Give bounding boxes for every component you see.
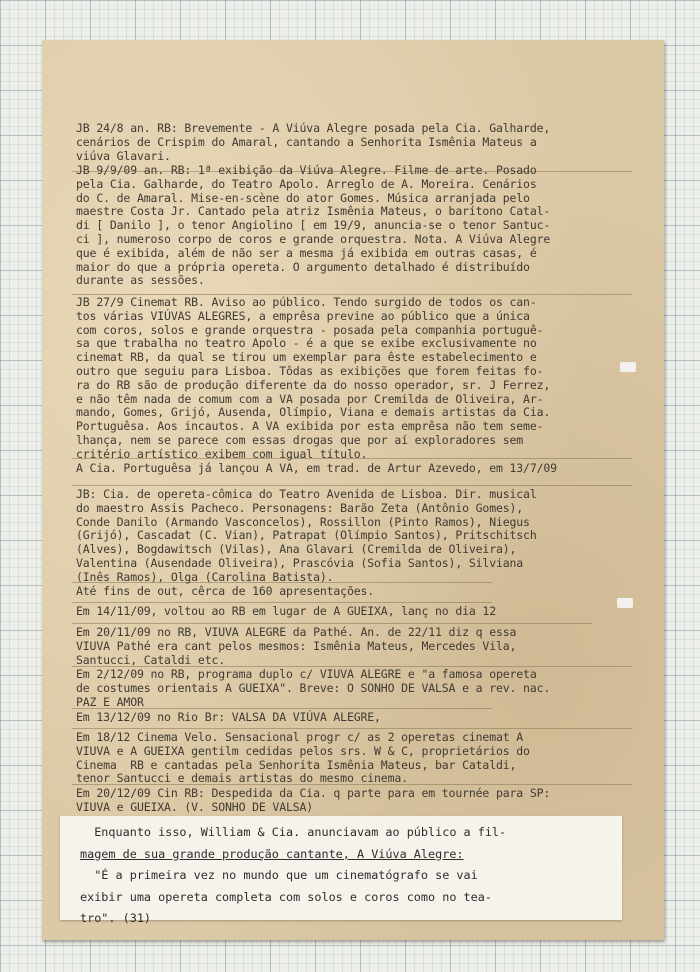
entry-cia-portuguesa: A Cia. Portuguêsa já lançou A VA, em trad. de Artur Azevedo, em 13/7/09 xyxy=(76,461,557,475)
divider xyxy=(72,602,492,603)
entry-em-20-11: Em 20/11/09 no RB, VIUVA ALEGRE da Pathé. An. de 22/11 diz q essa VIUVA Pathé era cant pelos mesmos: Ismênia Mateus, Mercedes Vila, Santucci, Cataldi etc. xyxy=(76,625,517,667)
paper-hole-mark xyxy=(617,598,633,608)
entry-jb-cia-opereta: JB: Cia. de opereta-cômica do Teatro Avenida de Lisboa. Dir. musical do maestro Assis Pacheco. Personagens: Barão Zeta (Antônio Gomes), Conde Danilo (Armando Vasconcelos), Rossillon (Pinto Ramos), Niegus (Grijó), Cascadat (C. Vian), Patrapat (Olímpio Santos), Pritschitsch (Alves), Bogdawitsch (Vilas), Ana Glavari (Cremilda de Oliveira), Valentina (Ausendade Oliveira), Prascóvia (Sofia Santos), Silviana (Inês Ramos), Olga (Carolina Batista). xyxy=(76,487,537,584)
paper-hole-mark xyxy=(620,362,636,372)
entry-em-2-12: Em 2/12/09 no RB, programa duplo c/ VIUVA ALEGRE e "a famosa opereta de costumes orientais A GUEIXA". Breve: O SONHO DE VALSA e a rev. nac. PAZ E AMOR xyxy=(76,667,551,709)
divider xyxy=(72,623,592,624)
entry-em-13-12: Em 13/12/09 no Rio Br: VALSA DA VIÚVA ALEGRE, xyxy=(76,710,381,724)
entry-jb-9-9-09: JB 9/9/09 an. RB: 1ª exibição da Viúva Alegre. Filme de arte. Posado pela Cia. Galharde, do Teatro Apolo. Arreglo de A. Moreira. Cenários do C. de Amaral. Mise-en-scène do ator Gomes. Música arranjada pelo maestre Costa Jr. Cantado pela atriz Ismênia Mateus, o barítono Catal- di [ Danilo ], o tenor Angiolino [ em 19/9, anuncia-se o tenor Santuc- ci ], numeroso corpo de coros e grande orquestra. Nota. A Viúva Alegre que é exibida, além de não ser a mesma já exibida em outras casas, é maior do que a própria opereta. O argumento detalhado é distribuído durante as sessões. xyxy=(76,163,551,288)
entry-em-20-12: Em 20/12/09 Cin RB: Despedida da Cia. q parte para em tournée para SP: VIUVA e GUEIXA. (V. SONHO DE VALSA) xyxy=(76,786,551,814)
divider xyxy=(72,485,632,486)
entry-em-18-12: Em 18/12 Cinema Velo. Sensacional progr c/ as 2 operetas cinemat A VIUVA e A GUEIXA gentilm cedidas pelos srs. W & C, proprietários do Cinema RB e cantadas pela Senhorita Ismênia Mateus, bar Cataldi, tenor Santucci e demais artistas do mesmo cinema. xyxy=(76,730,530,786)
entry-jb-27-9: JB 27/9 Cinemat RB. Aviso ao público. Tendo surgido de todos os can- tos várias VIÚVAS ALEGRES, a emprêsa previne ao público que a única com coros, solos e grande orquestra - posada pela companhia portuguê- sa que trabalha no teatro Apolo - é a que se exibe exclusivamente no cinemat RB, da qual se tirou um exemplar para êste estabelecimento e outro que seguiu para Lisboa. Tôdas as exibições que forem feitas fo- ra do RB são de produção diferente da do nosso operador, sr. J Ferrez, e não têm nada de comum com a VA posada por Cremilda de Oliveira, Ar- mando, Gomes, Grijó, Ausenda, Olímpio, Viana e demais artistas da Cia. Portuguêsa. Aos incautos. A VA exibida por esta emprêsa não tem seme- lhança, nem se parece com essas drogas que por aí exploradores sem critério artístico exibem com igual título. xyxy=(76,295,551,461)
divider xyxy=(72,728,632,729)
entry-ate-fins: Até fins de out, cêrca de 160 apresentações. xyxy=(76,584,375,598)
clipping-text: Enquanto isso, William & Cia. anunciavam ao público a fil- magem de sua grande produção cantante, A Viúva Alegre: "É a primeira vez no mundo que um cinematógrafo se vai exibir uma opereta completa com solos e coros como no tea- tro". (31) xyxy=(80,825,507,925)
pasted-clipping xyxy=(60,816,622,925)
entry-em-14-11: Em 14/11/09, voltou ao RB em lugar de A GUEIXA, lanç no dia 12 xyxy=(76,604,496,618)
entry-jb-24-8: JB 24/8 an. RB: Brevemente - A Viúva Alegre posada pela Cia. Galharde, cenários de Crispim do Amaral, cantando a Senhorita Ismênia Mateus a viúva Glavari. xyxy=(76,121,551,163)
